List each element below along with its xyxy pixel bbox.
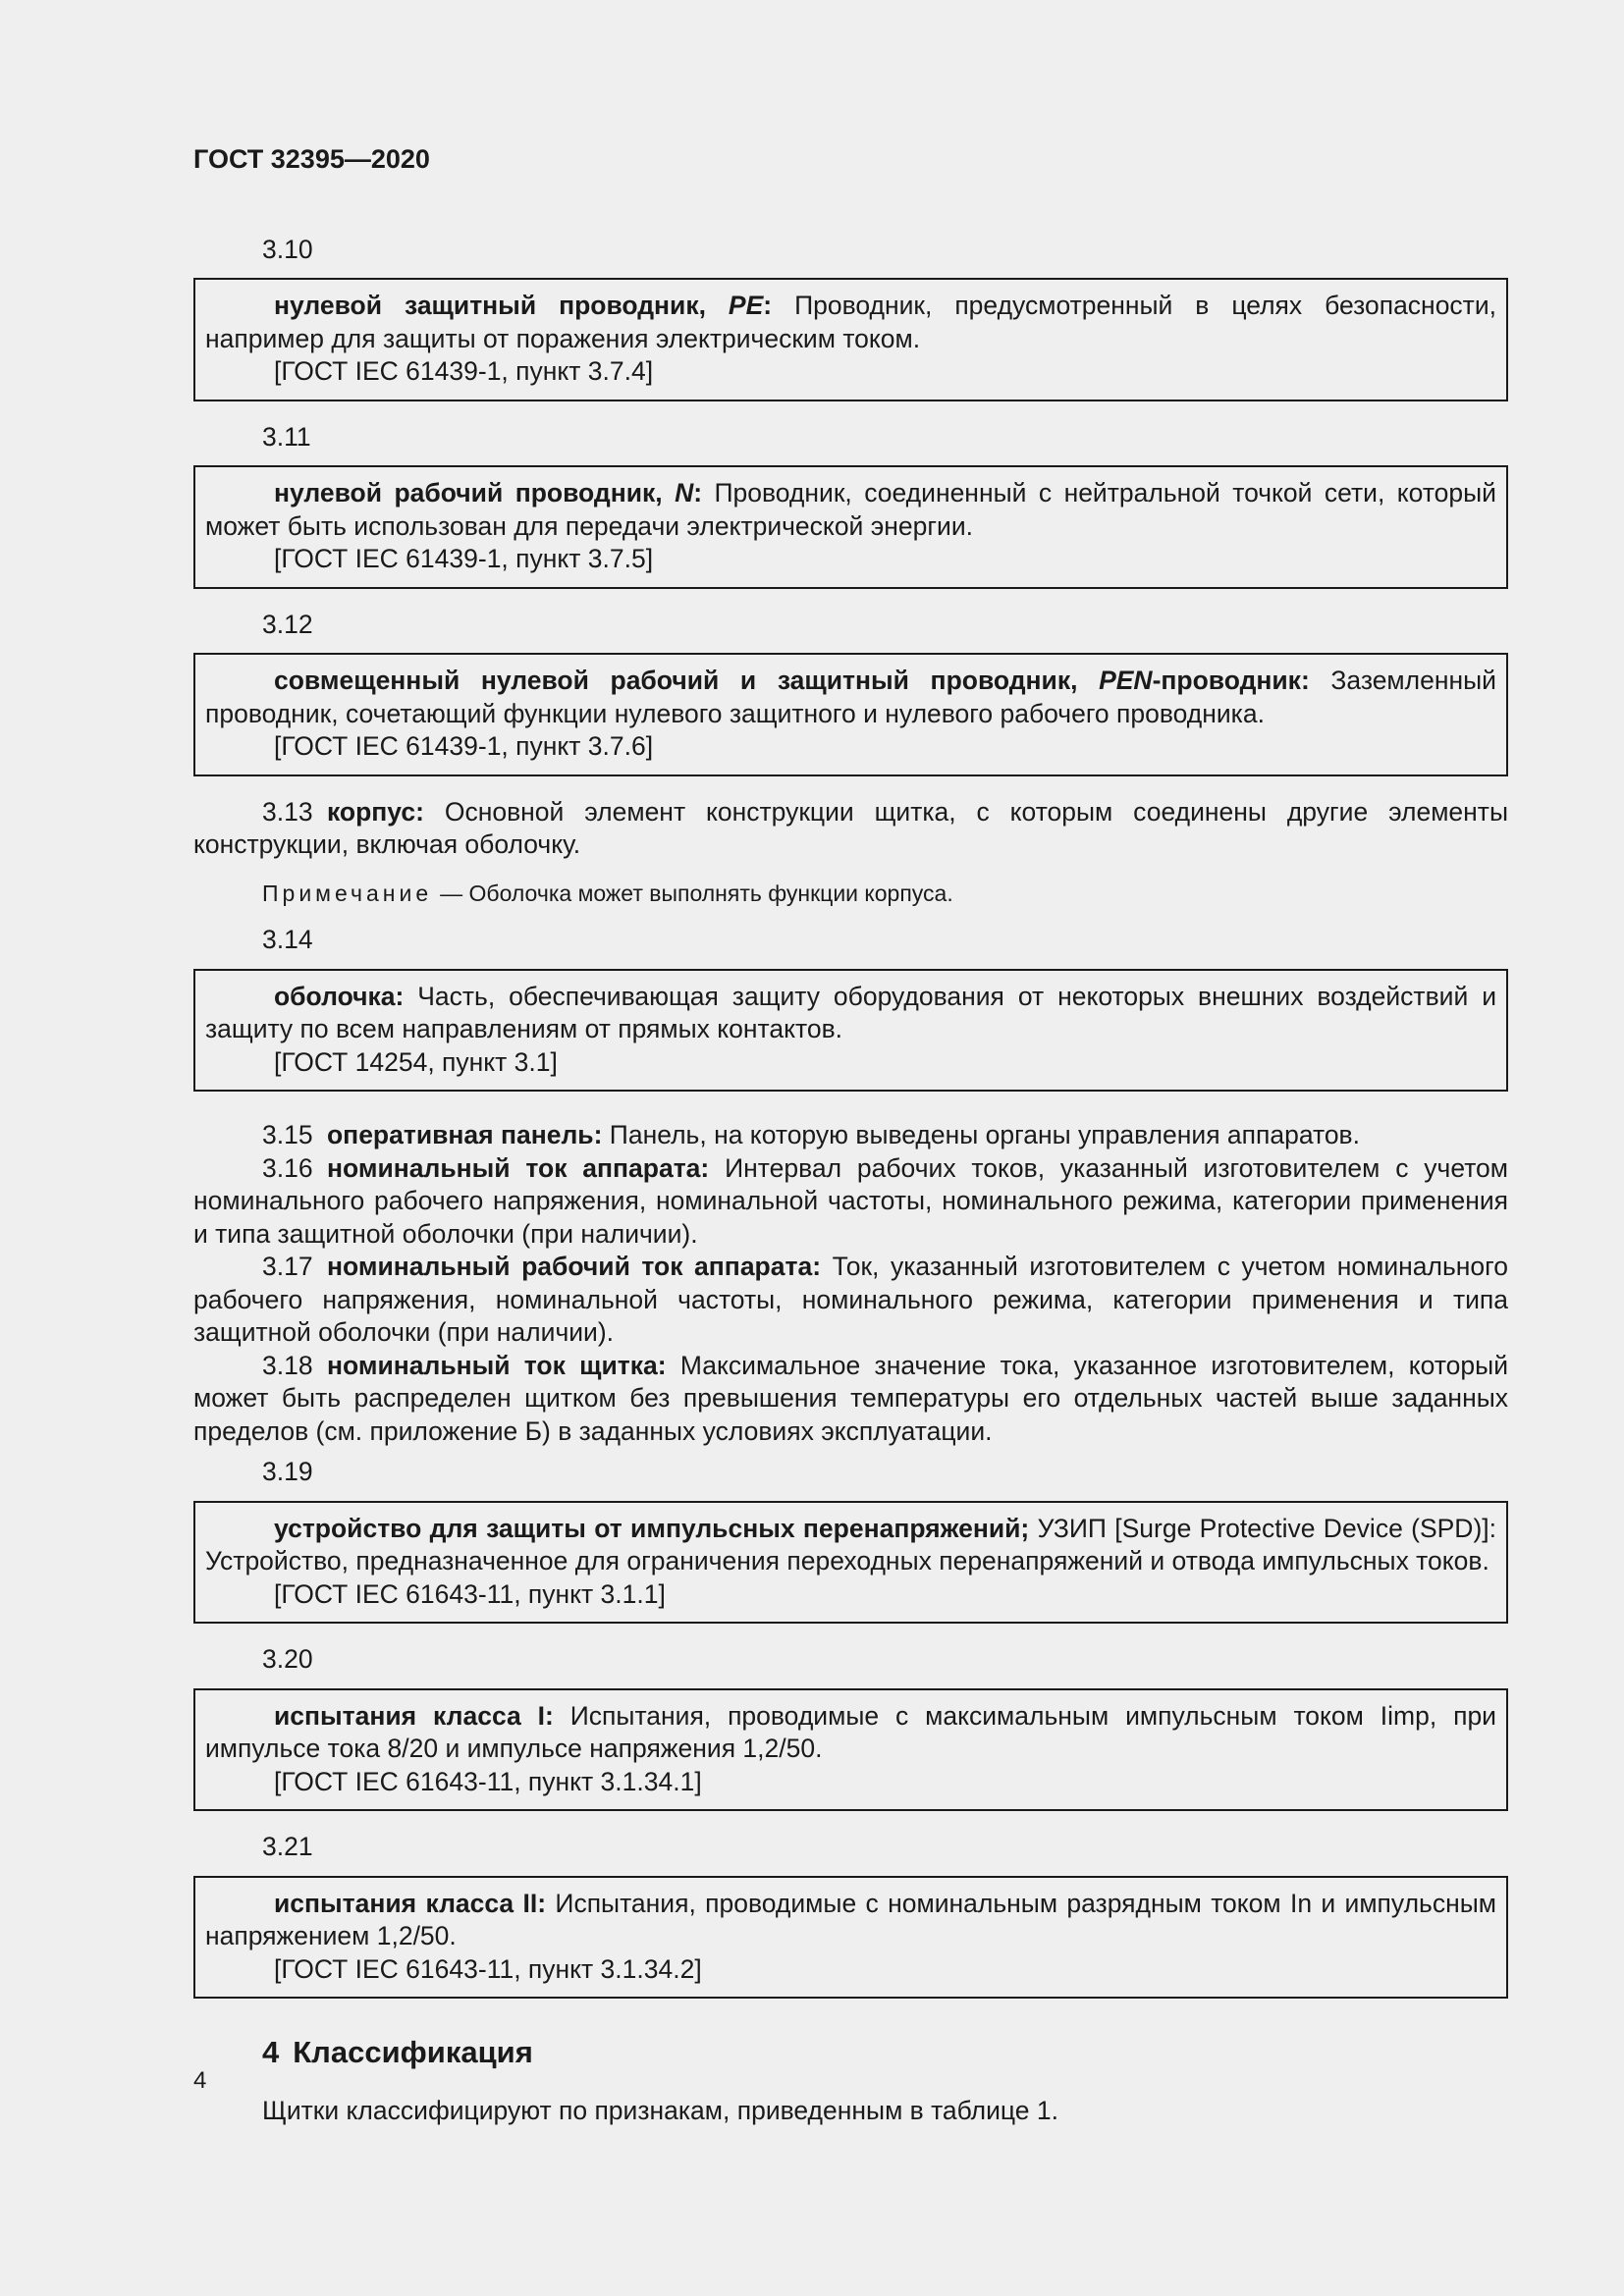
term-name: совмещенный нулевой рабочий и защитный проводник, xyxy=(274,666,1100,695)
term-number: 3.17 xyxy=(262,1252,313,1281)
term-paragraph xyxy=(193,1350,1508,1449)
term-reference: [ГОСТ IEC 61643-11, пункт 3.1.1] xyxy=(274,1578,666,1609)
definition-text: Ток, указанный изготовителем с учетом номинального рабочего напряжения, номинальной частоты, номинального режима, категории применения и типа защитной оболочки (при наличии). xyxy=(193,1252,1508,1347)
term-definition xyxy=(205,1700,1496,1766)
term-reference: [ГОСТ 14254, пункт 3.1] xyxy=(274,1046,558,1077)
term-name: испытания класса II: xyxy=(274,1888,547,1918)
note xyxy=(193,878,1508,911)
term-definition xyxy=(205,1888,1496,1953)
term-definition xyxy=(205,477,1496,543)
definition-text: Испытания, проводимые с максимальным импульсным током Iimp, при импульсе тока 8/20 и импульсе напряжения 1,2/50. xyxy=(205,1700,1496,1763)
section-heading xyxy=(193,2036,1508,2069)
term-name: номинальный ток аппарата: xyxy=(327,1152,710,1183)
term-number: 3.20 xyxy=(262,1644,313,1674)
definition-text: Максимальное значение тока, указанное изготовителем, который может быть распределен щитком без превышения температуры его отдельных частей выше заданных пределов (см. приложение Б) в заданных условиях эксплуатации. xyxy=(193,1350,1508,1446)
term-symbol: N xyxy=(675,478,694,507)
term-paragraph xyxy=(193,1251,1508,1350)
term-number: 3.12 xyxy=(262,609,313,639)
term-reference: [ГОСТ IEC 61439-1, пункт 3.7.4] xyxy=(274,356,654,386)
term-definition-box xyxy=(193,1688,1508,1812)
term-reference: [ГОСТ IEC 61643-11, пункт 3.1.34.2] xyxy=(274,1953,702,1984)
term-name: нулевой защитный проводник, xyxy=(274,291,729,320)
definition-text: Проводник, предусмотренный в целях безопасности, например для защиты от поражения электрическим током. xyxy=(205,291,1496,353)
term-symbol: PE xyxy=(728,291,764,320)
term-definition xyxy=(205,290,1496,355)
term-number: 3.14 xyxy=(262,925,313,954)
term-reference: [ГОСТ IEC 61439-1, пункт 3.7.5] xyxy=(274,544,654,573)
document-header-title: ГОСТ 32395—2020 xyxy=(193,144,430,174)
term-name: оперативная панель: xyxy=(327,1120,603,1149)
term-definition-box xyxy=(193,278,1508,401)
term-number: 3.11 xyxy=(262,421,311,452)
term-colon: : xyxy=(693,478,703,507)
term-definition xyxy=(205,1513,1496,1578)
term-definition xyxy=(205,981,1496,1046)
definition-text: Основной элемент конструкции щитка, с которым соединены другие элементы конструкции, включая оболочку. xyxy=(193,796,1508,859)
term-name: оболочка: xyxy=(274,981,405,1011)
definition-text: Часть, обеспечивающая защиту оборудования от некоторых внешних воздействий и защиту по всем направлениям от прямых контактов. xyxy=(205,981,1496,1043)
page-content xyxy=(193,143,1508,2127)
definition-text: Заземленный проводник, сочетающий функции нулевого защитного и нулевого рабочего проводника. xyxy=(205,666,1496,728)
term-reference: [ГОСТ IEC 61643-11, пункт 3.1.34.1] xyxy=(274,1766,702,1796)
term-name: испытания класса I: xyxy=(274,1700,554,1731)
definition-text: Интервал рабочих токов, указанный изготовителем с учетом номинального рабочего напряжения, номинальной частоты, номинального режима, категории применения и типа защитной оболочки (при наличии). xyxy=(193,1152,1509,1249)
term-number: 3.18 xyxy=(262,1350,313,1380)
term-name: нулевой рабочий проводник, xyxy=(274,478,676,507)
term-number: 3.15 xyxy=(262,1120,313,1149)
term-symbol: PEN xyxy=(1099,666,1153,695)
page-number: 4 xyxy=(193,2067,207,2094)
note-text: — Оболочка может выполнять функции корпуса. xyxy=(440,880,953,906)
term-number: 3.10 xyxy=(262,234,313,264)
definition-text: Панель, на которую выведены органы управления аппаратов. xyxy=(602,1120,1360,1149)
term-name: номинальный рабочий ток аппарата: xyxy=(327,1252,822,1281)
term-name: устройство для защиты от импульсных перенапряжений; xyxy=(274,1513,1030,1543)
term-number: 3.13 xyxy=(262,796,313,827)
term-definition-box xyxy=(193,465,1508,589)
term-definition-box xyxy=(193,1876,1508,2000)
definition-text: Испытания, проводимые с номинальным разрядным током In и импульсным напряжением 1,2/50. xyxy=(205,1888,1496,1950)
term-reference: [ГОСТ IEC 61439-1, пункт 3.7.6] xyxy=(274,731,654,761)
term-number: 3.19 xyxy=(262,1457,313,1486)
term-colon: : xyxy=(763,291,773,320)
term-definition-box xyxy=(193,969,1508,1093)
term-number: 3.16 xyxy=(262,1152,313,1183)
term-definition-box xyxy=(193,1501,1508,1625)
term-paragraph xyxy=(193,1119,1508,1152)
term-paragraph xyxy=(193,796,1508,862)
term-definition-box xyxy=(193,653,1508,776)
term-paragraph xyxy=(193,1152,1508,1252)
section-title: Классификация xyxy=(293,2035,533,2069)
note-label: Примечание xyxy=(262,880,433,906)
definition-text: Проводник, соединенный с нейтральной точкой сети, который может быть использован для передачи электрической энергии. xyxy=(205,478,1496,541)
definition-text: УЗИП [Surge Protective Device (SPD)]: Устройство, предназначенное для ограничения переходных перенапряжений и отвода импульсных токов. xyxy=(205,1513,1496,1575)
term-name-suffix: -проводник: xyxy=(1152,666,1310,695)
term-number: 3.21 xyxy=(262,1832,313,1861)
term-name: корпус: xyxy=(327,796,424,827)
section-text: Щитки классифицируют по признакам, приведенным в таблице 1. xyxy=(262,2095,1059,2125)
term-name: номинальный ток щитка: xyxy=(327,1350,667,1380)
section-number: 4 xyxy=(262,2035,280,2069)
term-definition xyxy=(205,665,1496,730)
